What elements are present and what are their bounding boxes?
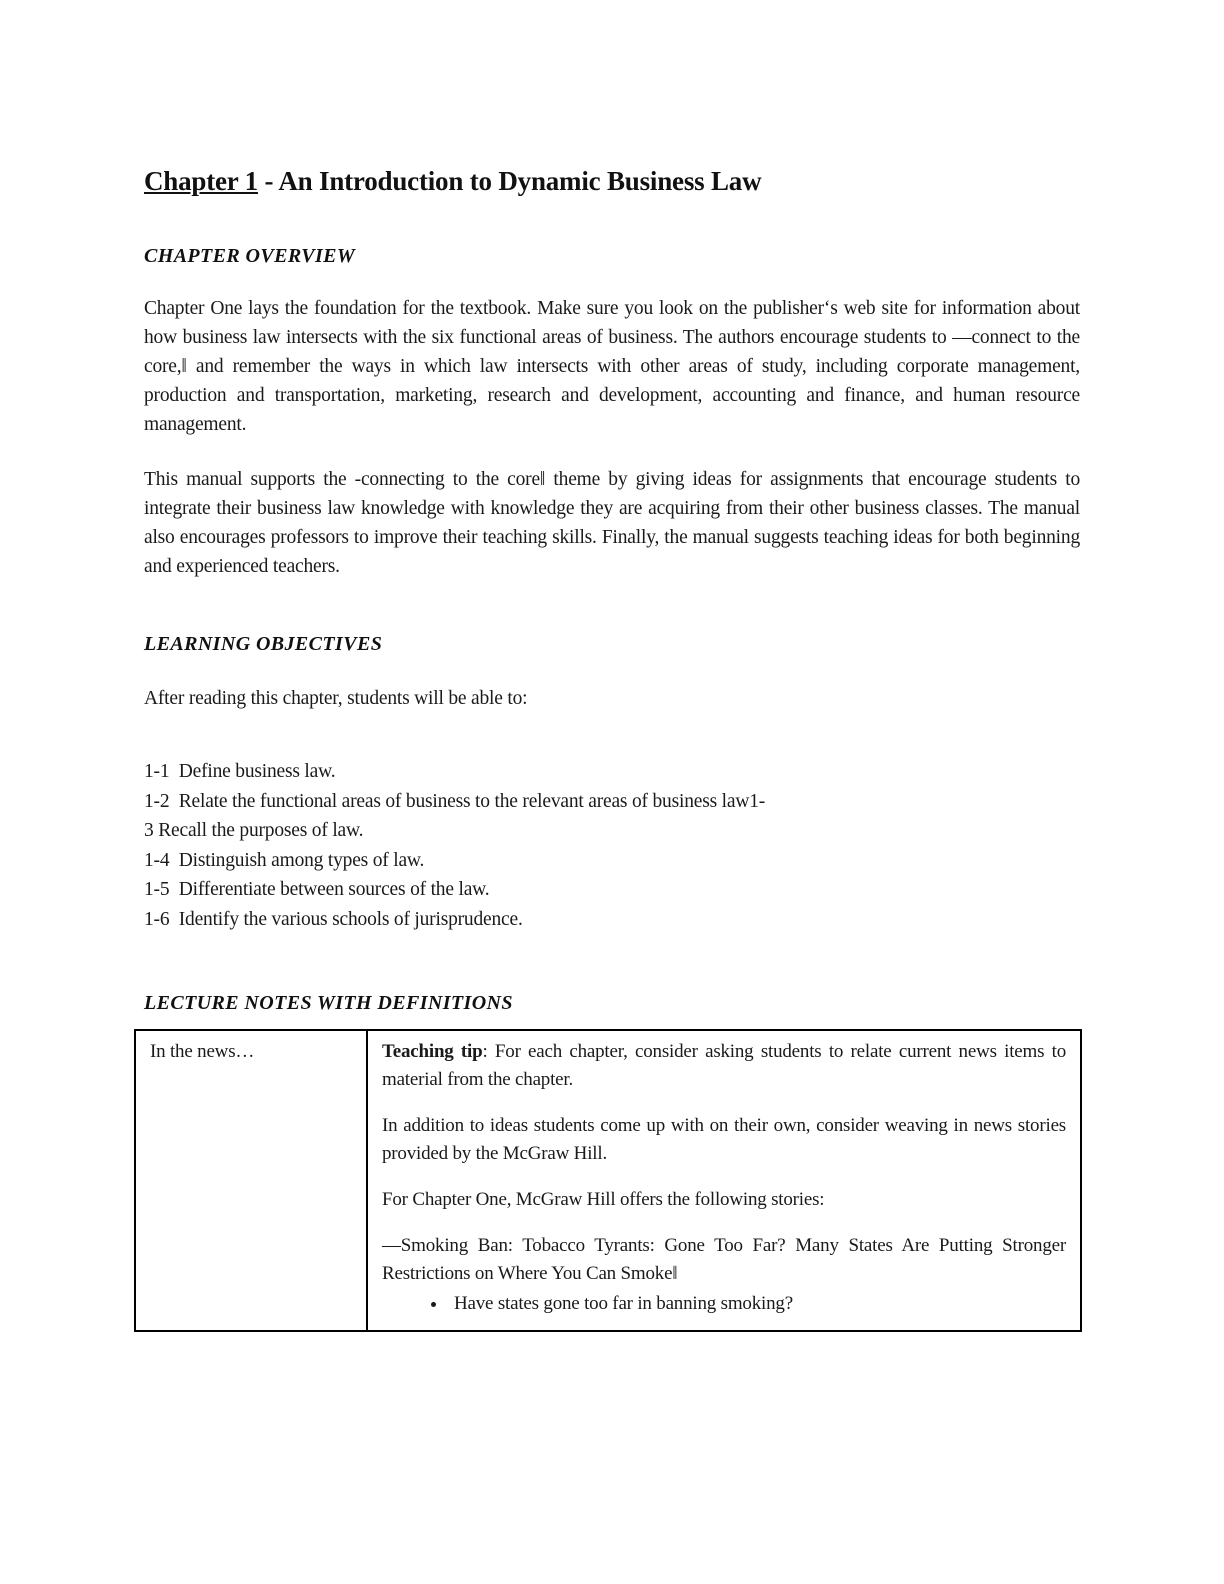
teaching-tip-label: Teaching tip — [382, 1041, 483, 1062]
lecture-notes-table — [134, 1029, 1082, 1332]
chapter-number: Chapter 1 — [144, 166, 258, 196]
objectives-intro: After reading this chapter, students will be able to: — [144, 688, 528, 709]
section-heading-lecture-notes: LECTURE NOTES WITH DEFINITIONS — [144, 992, 513, 1014]
objective-item: 1-2 Relate the functional areas of business to the relevant areas of business law1- — [144, 790, 766, 812]
teaching-tip-text: : For each chapter, consider asking students to relate current news items to material from the chapter. — [382, 1041, 1067, 1090]
chapter-name: - An Introduction to Dynamic Business Law — [257, 166, 762, 196]
table-row — [135, 1030, 1081, 1331]
table-cell-notes — [367, 1030, 1081, 1331]
objective-item: 1-6 Identify the various schools of jurisprudence. — [144, 908, 523, 930]
topic-label: In the news… — [150, 1041, 255, 1062]
overview-paragraph-2: This manual supports the -connecting to the core‖ theme by giving ideas for assignments that encourage students to integrate their business law knowledge with knowledge they are acquiring from their other business classes. The manual also encourages professors to improve their teaching skills. Finally, the manual suggests teaching ideas for both beginning and experienced teachers. — [144, 469, 1080, 577]
table-cell-topic — [135, 1030, 367, 1331]
page-title — [144, 166, 1080, 197]
objectives-list — [144, 757, 1080, 934]
objective-item: 1-1 Define business law. — [144, 761, 336, 782]
overview-paragraph-1: Chapter One lays the foundation for the textbook. Make sure you look on the publisher‘s web site for information about how business law intersects with the six functional areas of business. The authors encourage students to ―connect to the core,‖ and remember the ways in which law intersects with other areas of study, including corporate management, production and transportation, marketing, research and development, accounting and finance, and human resource management. — [144, 298, 1080, 435]
section-heading-learning-objectives: LEARNING OBJECTIVES — [144, 633, 383, 655]
objective-item: 1-5 Differentiate between sources of the law. — [144, 879, 490, 900]
notes-paragraph-4: ―Smoking Ban: Tobacco Tyrants: Gone Too Far? Many States Are Putting Stronger Restrictions on Where You Can Smoke‖ — [382, 1235, 1066, 1284]
bullet-item: • Have states gone too far in banning smoking? — [448, 1290, 1066, 1318]
notes-paragraph-2: In addition to ideas students come up with on their own, consider weaving in news stories provided by the McGraw Hill. — [382, 1115, 1066, 1164]
teaching-tip-paragraph — [382, 1038, 1066, 1094]
objective-item: 1-4 Distinguish among types of law. — [144, 849, 425, 871]
section-heading-chapter-overview: CHAPTER OVERVIEW — [144, 245, 356, 267]
notes-bullet-list — [382, 1290, 1066, 1318]
notes-paragraph-3: For Chapter One, McGraw Hill offers the following stories: — [382, 1189, 825, 1210]
objective-item: 3 Recall the purposes of law. — [144, 820, 364, 841]
